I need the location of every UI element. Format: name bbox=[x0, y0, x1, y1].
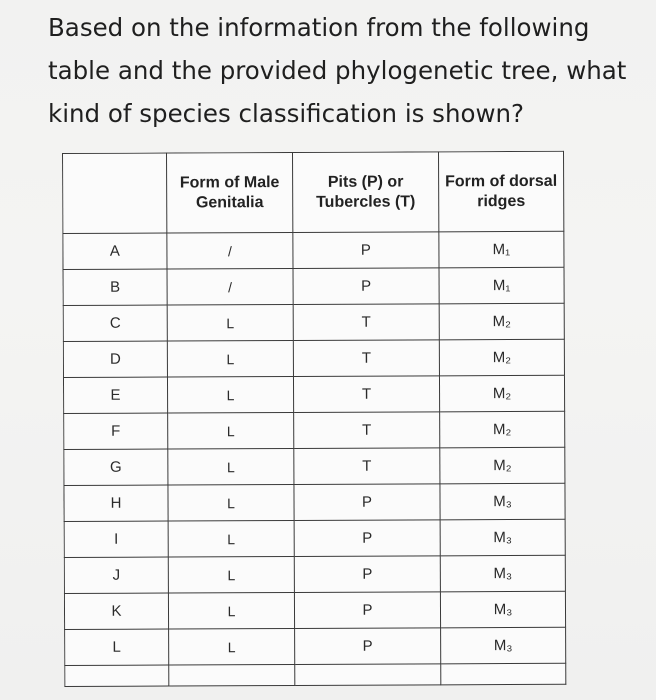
table-row bbox=[63, 231, 564, 269]
trait-table-container bbox=[62, 151, 567, 700]
ridge-cell: M₃ bbox=[440, 555, 565, 592]
genitalia-cell: L bbox=[168, 592, 294, 629]
species-cell: B bbox=[63, 269, 167, 305]
table-row bbox=[64, 411, 565, 449]
species-cell: K bbox=[64, 593, 168, 629]
species-cell: J bbox=[64, 557, 168, 593]
genitalia-cell: L bbox=[168, 556, 294, 593]
genitalia-cell: L bbox=[169, 628, 295, 665]
ridge-cell: M₁ bbox=[439, 267, 564, 304]
pits-cell: P bbox=[293, 268, 439, 305]
genitalia-cell: L bbox=[167, 304, 293, 341]
genitalia-cell: / bbox=[167, 268, 293, 305]
ridge-cell: M₃ bbox=[441, 627, 566, 664]
trait-table bbox=[62, 151, 566, 687]
cut-cell bbox=[441, 663, 566, 685]
table-row bbox=[63, 303, 564, 341]
table-row-cut-off bbox=[65, 663, 566, 686]
ridge-cell: M₃ bbox=[440, 591, 565, 628]
pits-cell: T bbox=[293, 340, 439, 377]
species-cell: G bbox=[64, 449, 168, 485]
pits-cell: P bbox=[294, 520, 440, 557]
pits-cell: T bbox=[294, 412, 440, 449]
ridge-cell: M₂ bbox=[439, 375, 564, 412]
cut-cell bbox=[65, 665, 169, 686]
genitalia-cell: L bbox=[168, 520, 294, 557]
species-cell: I bbox=[64, 521, 168, 557]
pits-cell: T bbox=[294, 448, 440, 485]
table-row bbox=[64, 555, 565, 593]
table-row bbox=[64, 519, 565, 557]
pits-cell: P bbox=[295, 628, 441, 665]
ridge-cell: M₃ bbox=[440, 519, 565, 556]
ridge-cell: M₂ bbox=[440, 447, 565, 484]
header-pits-tubercles: Pits (P) or Tubercles (T) bbox=[293, 152, 439, 233]
table-row bbox=[63, 339, 564, 377]
species-cell: F bbox=[64, 413, 168, 449]
species-cell: A bbox=[63, 233, 167, 269]
species-cell: L bbox=[65, 629, 169, 665]
pits-cell: P bbox=[294, 484, 440, 521]
header-species bbox=[63, 153, 167, 233]
genitalia-cell: L bbox=[168, 448, 294, 485]
genitalia-cell: L bbox=[167, 376, 293, 413]
table-row bbox=[64, 591, 565, 629]
header-dorsal-ridges: Form of dorsal ridges bbox=[438, 151, 563, 232]
genitalia-cell: / bbox=[167, 232, 293, 269]
cut-cell bbox=[169, 664, 295, 686]
ridge-cell: M₂ bbox=[440, 411, 565, 448]
pits-cell: T bbox=[293, 376, 439, 413]
table-row bbox=[64, 447, 565, 485]
pits-cell: P bbox=[294, 592, 440, 629]
species-cell: D bbox=[63, 341, 167, 377]
genitalia-cell: L bbox=[168, 484, 294, 521]
species-cell: H bbox=[64, 485, 168, 521]
question-text: Based on the information from the following table and the provided phylogenetic tree, what kind of species classification is shown? bbox=[48, 13, 627, 128]
ridge-cell: M₃ bbox=[440, 483, 565, 520]
pits-cell: T bbox=[293, 304, 439, 341]
genitalia-cell: L bbox=[167, 340, 293, 377]
pits-cell: P bbox=[294, 556, 440, 593]
ridge-cell: M₂ bbox=[439, 303, 564, 340]
table-row bbox=[64, 483, 565, 521]
species-cell: C bbox=[63, 305, 167, 341]
species-cell: E bbox=[63, 377, 167, 413]
table-row bbox=[65, 627, 566, 665]
ridge-cell: M₁ bbox=[439, 231, 564, 268]
genitalia-cell: L bbox=[168, 412, 294, 449]
table-header-row bbox=[63, 151, 564, 233]
pits-cell: P bbox=[293, 232, 439, 269]
table-row bbox=[63, 375, 564, 413]
ridge-cell: M₂ bbox=[439, 339, 564, 376]
header-male-genitalia: Form of Male Genitalia bbox=[167, 152, 293, 233]
table-row bbox=[63, 267, 564, 305]
cut-cell bbox=[295, 664, 441, 686]
